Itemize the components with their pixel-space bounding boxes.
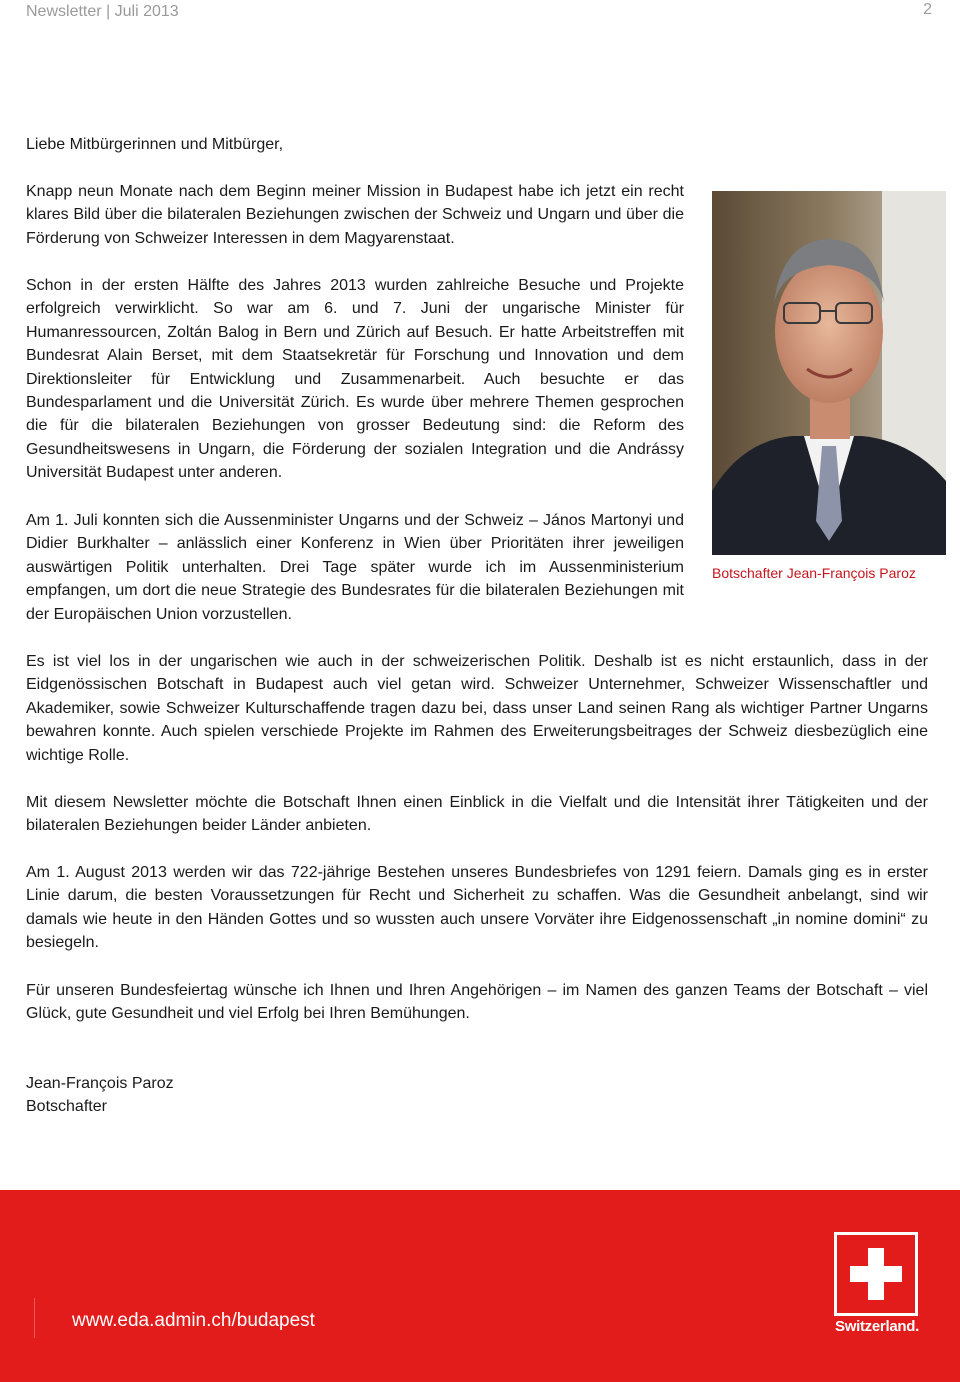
paragraph-mission: Knapp neun Monate nach dem Beginn meiner Mission in Budapest habe ich jetzt ein recht klares Bild über die bilateralen Beziehungen zwischen der Schweiz und Ungarn und über die Förderung von Schweizer Interessen in dem Magyarenstaat. <box>26 183 684 247</box>
signature-block <box>26 1072 174 1119</box>
greeting: Liebe Mitbürgerinnen und Mitbürger, <box>26 136 284 153</box>
switzerland-logo-text: Switzerland. <box>835 1318 919 1335</box>
signature-title: Botschafter <box>26 1098 107 1116</box>
paragraph-visits: Schon in der ersten Hälfte des Jahres 2013 wurden zahlreiche Besuche und Projekte erfolgreich verwirklicht. So war am 6. und 7. Juni der ungarische Minister für Humanressourcen, Zoltán Balog in Bern und Zürich auf Besuch. Er hatte Arbeitstreffen mit Bundesrat Alain Berset, mit dem Staatsekretär für Forschung und Innovation und dem Direktionsleiter für Entwicklung und Zusammenarbeit. Auch besuchte er das Bundesparlament und die Universität Zürich. Es wurde über mehrere Themen gesprochen die für die bilateralen Beziehungen von grosser Bedeutung sind: die Reform des Gesundheitswesens in Ungarn, die Förderung der sozialen Integration und die Andrássy Universität Budapest unter anderen. <box>26 277 684 482</box>
photo-caption: Botschafter Jean-François Paroz <box>712 565 916 581</box>
ambassador-photo <box>712 191 946 555</box>
paragraph-wishes: Für unseren Bundesfeiertag wünsche ich Ihnen und Ihren Angehörigen – im Namen des ganzen Teams der Botschaft – viel Glück, gute Gesundheit und viel Erfolg bei Ihren Bemühungen. <box>26 982 928 1023</box>
page-header <box>26 0 932 22</box>
swiss-cross-icon <box>834 1232 918 1316</box>
newsletter-title: Newsletter | Juli 2013 <box>26 3 179 20</box>
signature-name: Jean-François Paroz <box>26 1075 174 1092</box>
page-number: 2 <box>923 1 932 18</box>
paragraph-national-day: Am 1. August 2013 werden wir das 722-jährige Bestehen unseres Bundesbriefes von 1291 feiern. Damals ging es in erster Linie darum, die besten Voraussetzungen für Recht und Sicherheit zu schaffen. Was die Gesundheit anbelangt, sind wir damals wie heute in den Händen Gottes und so wussten auch unsere Vorväter ihre Eidgenossenschaft „in nomine domini“ zu besiegeln. <box>26 864 928 952</box>
website-link[interactable]: www.eda.admin.ch/budapest <box>72 1310 315 1331</box>
portrait-image <box>712 191 946 555</box>
paragraph-politics: Es ist viel los in der ungarischen wie auch in der schweizerischen Politik. Deshalb ist es nicht erstaunlich, dass in der Eidgenössischen Botschaft in Budapest auch viel getan wird. Schweizer Unternehmer, Schweizer Wissenschaftler und Akademiker, sowie Schweizer Kulturschaffende tragen dazu bei, dass unser Land seinen Rang als wichtiger Partner Ungarns bewahren konnte. Auch spielen verschiede Projekte im Rahmen des Erweiterungsbeitrages der Schweiz diesbezüglich eine wichtige Rolle. <box>26 653 928 764</box>
footer-banner <box>0 1190 960 1382</box>
footer-divider <box>34 1298 35 1338</box>
paragraph-foreign-ministers: Am 1. Juli konnten sich die Aussenminister Ungarns und der Schweiz – János Martonyi und Didier Burkhalter – anlässlich einer Konferenz in Wien über Prioritäten ihrer jeweiligen auswärtigen Politik unterhalten. Drei Tage später wurde ich im Aussenministerium empfangen, um dort die neue Strategie des Bundesrates für die bilateralen Beziehungen mit der Europäischen Union vorzustellen. <box>26 512 684 623</box>
paragraph-newsletter-intro: Mit diesem Newsletter möchte die Botschaft Ihnen einen Einblick in die Vielfalt und die Intensität ihrer Tätigkeiten und der bilateralen Beziehungen beider Länder anbieten. <box>26 794 928 835</box>
